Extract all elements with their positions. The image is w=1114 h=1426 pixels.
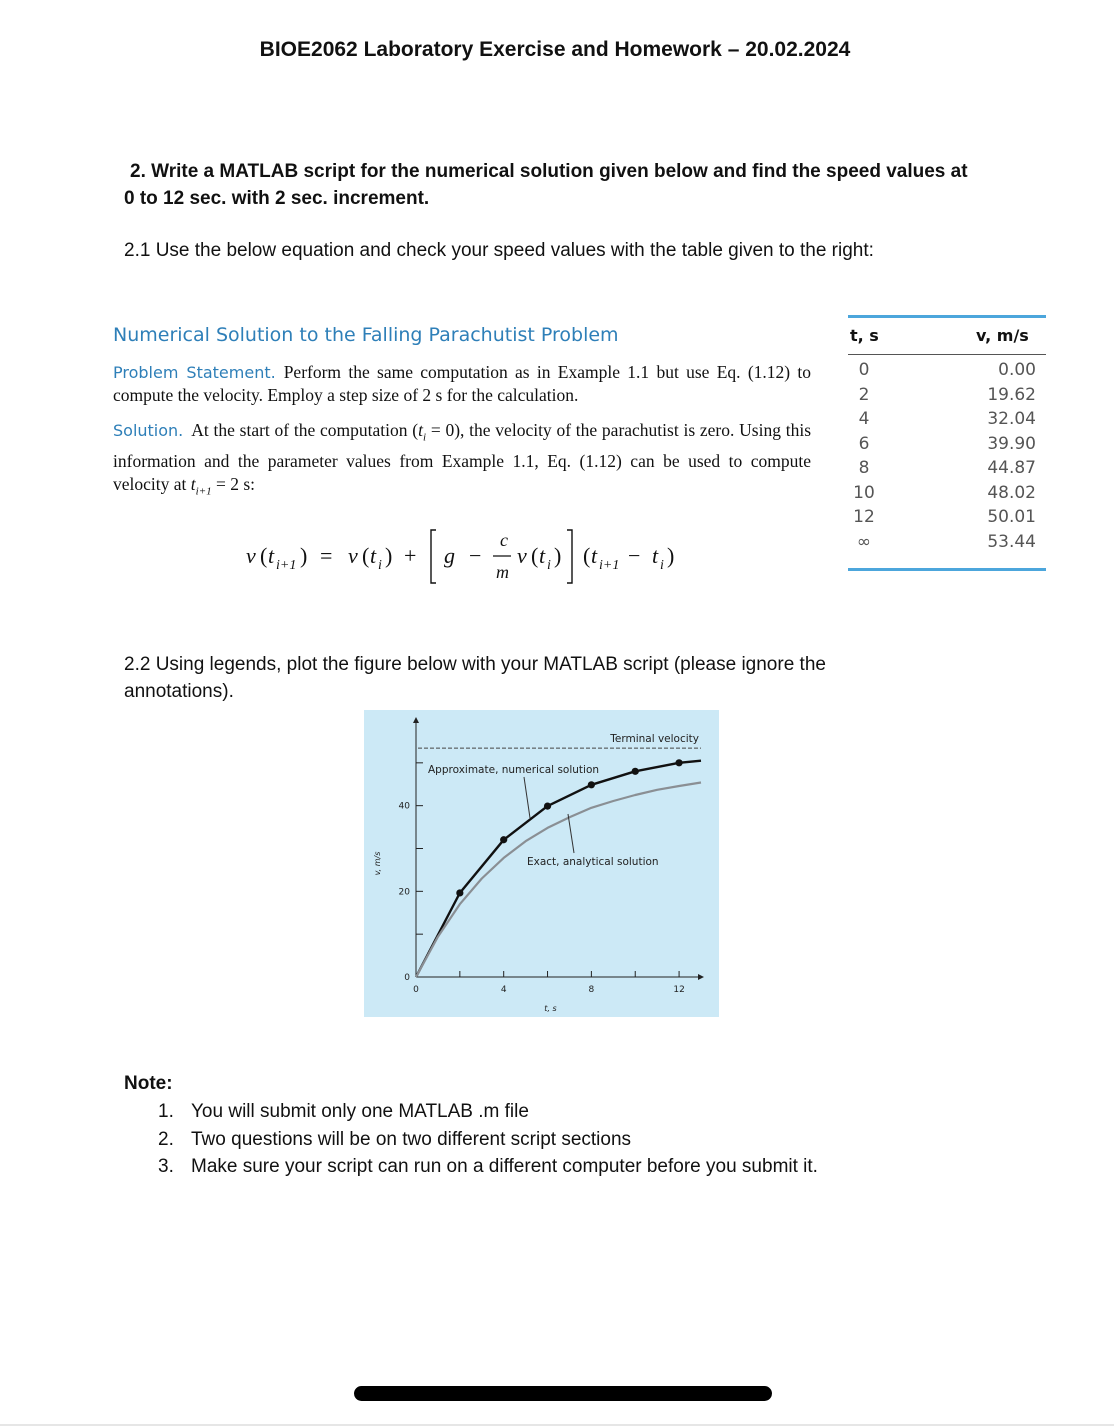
eq-minus-2: −: [628, 543, 641, 568]
question-2-line-2: 0 to 12 sec. with 2 sec. increment.: [124, 188, 430, 209]
eq-sub-i-b: i: [547, 558, 551, 573]
eq-bracket-left: [431, 530, 436, 583]
velocity-chart: [364, 710, 719, 1017]
problem-statement: [113, 361, 811, 407]
eq-v1: v: [246, 543, 256, 568]
solution-ti: t: [418, 420, 423, 440]
note-item-number: 3.: [158, 1156, 174, 1177]
eq-c: c: [500, 530, 508, 550]
home-indicator-bar[interactable]: [354, 1386, 772, 1401]
eq-paren4: ): [385, 543, 393, 568]
box-heading: Numerical Solution to the Falling Parachutist Problem: [113, 324, 619, 346]
eq-paren3: (: [362, 543, 370, 568]
table-cell-v: 19.62: [987, 384, 1036, 405]
eq-t2: t: [370, 543, 377, 568]
eq-t1: t: [268, 543, 275, 568]
note-item-number: 2.: [158, 1128, 174, 1150]
eq-sub-i1-b: i+1: [599, 558, 620, 573]
eq-paren1: (: [260, 543, 268, 568]
problem-statement-label: Problem Statement.: [113, 363, 276, 382]
solution-label: Solution.: [113, 421, 184, 440]
x-tick-label: 12: [673, 985, 685, 995]
eq-plus: +: [404, 543, 417, 568]
note-item-text: Make sure your script can run on a different computer before you submit it.: [191, 1156, 818, 1177]
question-2-1: 2.1 Use the below equation and check your speed values with the table given to the right:: [124, 240, 874, 261]
eq-sub-i-a: i: [378, 558, 382, 573]
table-cell-t: 6: [858, 433, 870, 454]
x-axis-label: t, s: [544, 1004, 557, 1013]
solution-ti1: t: [190, 473, 196, 494]
eq-t3: t: [539, 543, 546, 568]
table-cell-v: 0.00: [998, 360, 1036, 380]
eq-paren5: (: [531, 543, 539, 568]
table-cell-t: 4: [858, 409, 870, 429]
note-item-text: Two questions will be on two different script sections: [191, 1128, 632, 1150]
page-title: BIOE2062 Laboratory Exercise and Homework – 20.02.2024: [259, 38, 851, 61]
table-cell-v: 39.90: [987, 433, 1036, 454]
question-2-2: 2.2 Using legends, plot the figure below with your MATLAB script (please ignore the annotations).: [124, 654, 826, 702]
eq-t5: t: [652, 543, 659, 568]
question-2: [124, 158, 1004, 212]
table-cell-v: 48.02: [987, 482, 1036, 503]
data-point: [500, 836, 507, 843]
data-point: [588, 781, 595, 788]
x-tick-label: 0: [413, 985, 419, 995]
table-header-rule: [848, 354, 1046, 355]
solution-text-c: = 2 s:: [211, 473, 256, 494]
eq-v2: v: [348, 543, 358, 568]
annotation-numerical: Approximate, numerical solution: [428, 764, 600, 776]
table-bottom-rule: [848, 568, 1046, 571]
solution-text-a: At the start of the computation (: [191, 420, 419, 440]
eq-paren8: ): [667, 543, 675, 568]
eq-g: g: [444, 543, 455, 568]
data-point: [675, 759, 682, 766]
eq-sub-i-c: i: [660, 558, 664, 573]
eq-t4: t: [591, 543, 598, 568]
table-cell-v: 44.87: [987, 458, 1036, 478]
y-axis-label: v, m/s: [373, 851, 382, 876]
solution-ti1-sub: i+1: [195, 485, 212, 497]
table-cell-t: 10: [853, 482, 875, 503]
data-point: [544, 802, 551, 809]
table-cell-t: 2: [858, 384, 870, 405]
table-column-t: [852, 358, 876, 554]
solution-ti-sub: i: [423, 431, 427, 444]
x-tick-label: 8: [588, 985, 595, 995]
eq-paren7: (: [583, 543, 591, 568]
solution-text-b: = 0), the velocity of the parachutist is zero. Using this information and the parameter values from Example 1.1, Eq. (1.12) can be used to compute velocity at: [113, 420, 812, 494]
eq-sub-i1-a: i+1: [276, 558, 297, 573]
table-cell-t: 8: [858, 458, 870, 478]
table-header-t: t, s: [850, 326, 879, 345]
x-tick-label: 4: [500, 985, 507, 995]
eq-m: m: [496, 562, 509, 582]
eq-bracket-right: [567, 530, 572, 583]
table-column-v: [960, 358, 1036, 554]
annotation-analytical: Exact, analytical solution: [527, 856, 659, 868]
data-point: [456, 889, 463, 896]
table-cell-t: ∞: [856, 531, 872, 552]
table-top-rule: [848, 315, 1046, 318]
y-tick-label: 0: [404, 973, 410, 983]
question-2-line-1: 2. Write a MATLAB script for the numerical solution given below and find the speed values at: [130, 161, 968, 182]
note-item: [124, 1098, 818, 1126]
table-cell-v: 50.01: [987, 507, 1036, 527]
note-item: [124, 1126, 818, 1154]
eq-paren6: ): [554, 543, 562, 568]
table-cell-t: 12: [853, 507, 875, 527]
problem-statement-text: Perform the same computation as in Example 1.1 but use Eq. (1.12) to compute the velocity. Employ a step size of 2 s for the calculation.: [113, 362, 812, 405]
solution-paragraph: [113, 419, 811, 503]
table-header-v: v, m/s: [976, 326, 1029, 345]
note-item: [124, 1153, 818, 1181]
note-list: [124, 1098, 818, 1181]
euler-equation: [238, 520, 698, 590]
eq-paren2: ): [300, 543, 308, 568]
y-tick-label: 20: [398, 887, 410, 898]
table-cell-t: 0: [858, 360, 870, 380]
eq-minus: −: [469, 543, 482, 568]
annotation-terminal-velocity: Terminal velocity: [610, 733, 699, 745]
table-cell-v: 53.44: [987, 531, 1036, 552]
note-label: Note:: [124, 1073, 173, 1094]
note-item-text: You will submit only one MATLAB .m file: [191, 1101, 529, 1122]
eq-v3: v: [517, 543, 527, 568]
data-point: [632, 768, 639, 775]
y-tick-label: 40: [398, 801, 410, 812]
eq-equals: =: [320, 543, 333, 568]
table-cell-v: 32.04: [987, 409, 1036, 429]
note-item-number: 1.: [158, 1101, 174, 1122]
